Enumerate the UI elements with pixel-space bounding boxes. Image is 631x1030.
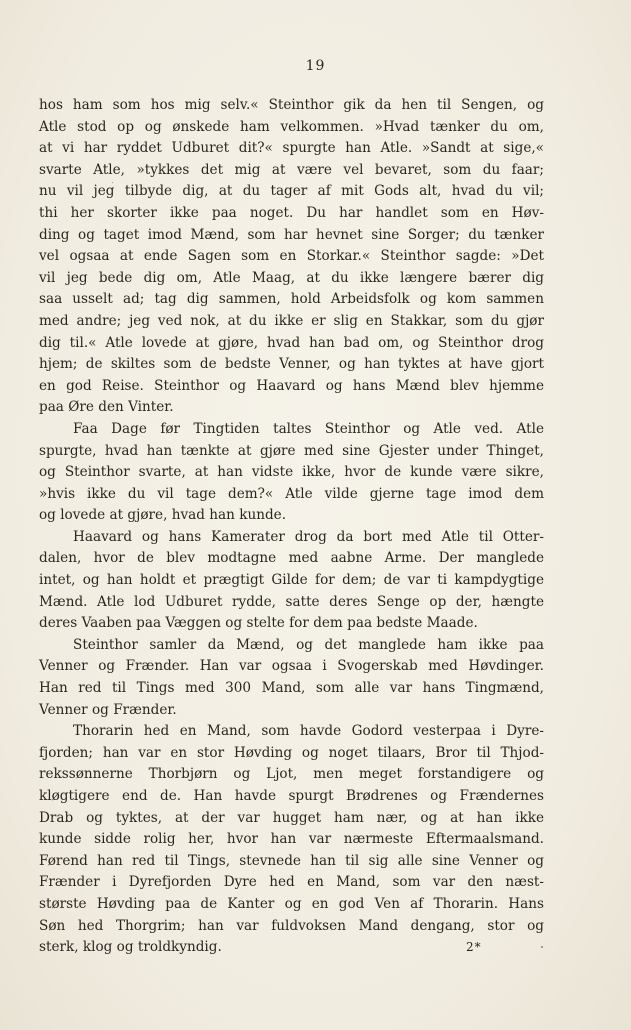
text-line: Han red til Tings med 300 Mand, som alle var hans Tingmænd, — [39, 680, 544, 697]
text-line: hos ham som hos mig selv.« Steinthor gik da hen til Sengen, og — [39, 97, 544, 113]
text-line: største Høvding paa de Kanter og en god Ven af Thorarin. Hans — [39, 895, 544, 912]
text-line: vel ogsaa at ende Sagen som en Storkar.« Steinthor sagde: »Det — [39, 248, 544, 265]
text-line: dig til.« Atle lovede at gjøre, hvad han bad om, og Steinthor drog — [39, 334, 544, 351]
text-line: Søn hed Thorgrim; han var fuldvoksen Mand dengang, stor og — [39, 917, 544, 934]
text-line: deres Vaaben paa Væggen og stelte for dem paa bedste Maade. — [39, 615, 478, 632]
paper-speck — [112, 182, 113, 183]
text-line: Venner og Frænder. — [39, 701, 177, 718]
text-line: Haavard og hans Kamerater drog da bort med Atle til Otter- — [73, 528, 544, 545]
text-line: rekssønnerne Thorbjørn og Ljot, men meget forstandigere og — [39, 766, 544, 783]
text-line: Førend han red til Tings, stevnede han til sig alle sine Venner og — [39, 852, 544, 869]
text-line: kløgtigere end de. Han havde spurgt Brødrenes og Frændernes — [39, 788, 544, 804]
text-line: en god Reise. Steinthor og Haavard og hans Mænd blev hjemme — [39, 377, 544, 394]
text-line: kunde sidde rolig her, hvor han var nærmeste Eftermaalsmand. — [39, 831, 544, 848]
text-line: Frænder i Dyrefjorden Dyre hed en Mand, som var den næst- — [39, 874, 544, 891]
text-line: svarte Atle, »tykkes det mig at være vel bevaret, som du faar; — [39, 161, 544, 178]
text-line: Drab og tyktes, at der var hugget ham nær, og at han ikke — [39, 809, 544, 826]
text-line: og lovede at gjøre, hvad han kunde. — [39, 507, 287, 524]
text-line: Thorarin hed en Mand, som havde Godord vesterpaa i Dyre- — [73, 723, 544, 740]
text-line: med andre; jeg ved nok, at du ikke er slig en Stakkar, som du gjør — [39, 312, 544, 329]
text-line: at vi har ryddet Udburet dit?« spurgte han Atle. »Sandt at sige,« — [39, 140, 544, 157]
text-line: spurgte, hvad han tænkte at gjøre med sine Gjester under Thinget, — [39, 442, 544, 459]
text-line: Mænd. Atle lod Udburet rydde, satte deres Senge op der, hængte — [39, 593, 544, 610]
text-line: hjem; de skiltes som de bedste Venner, og han tyktes at have gjort — [39, 356, 544, 373]
text-line: ding og taget imod Mænd, som har hevnet sine Sorger; du tænker — [39, 226, 544, 243]
text-line: nu vil jeg tilbyde dig, at du tager af mit Gods alt, hvad du vil; — [39, 183, 544, 200]
text-line: sterk, klog og troldkyndig. — [39, 939, 222, 956]
text-line: saa usselt ad; tag dig sammen, hold Arbeidsfolk og kom sammen — [39, 291, 544, 308]
text-line: vil jeg bede dig om, Atle Maag, at du ikke længere bærer dig — [39, 269, 544, 286]
body-text — [39, 95, 544, 959]
paper-speck — [541, 946, 543, 948]
text-line: thi her skorter ikke paa noget. Du har handlet som en Høv- — [39, 204, 544, 221]
text-line: Faa Dage før Tingtiden taltes Steinthor og Atle ved. Atle — [73, 420, 544, 437]
printer-signature-mark: 2* — [466, 940, 482, 954]
text-line: intet, og han holdt et prægtigt Gilde for dem; de var ti kampdygtige — [39, 572, 544, 589]
text-line: dalen, hvor de blev modtagne med aabne Arme. Der manglede — [39, 550, 544, 567]
text-line: »hvis ikke du vil tage dem?« Atle vilde gjerne tage imod dem — [39, 485, 544, 502]
text-line: og Steinthor svarte, at han vidste ikke, hvor de kunde være sikre, — [39, 464, 544, 481]
text-line: fjorden; han var en stor Høvding og noget tilaars, Bror til Thjod- — [39, 744, 544, 761]
page-number: 19 — [305, 58, 326, 74]
text-line: Steinthor samler da Mænd, og det manglede ham ikke paa — [73, 636, 544, 653]
text-line: paa Øre den Vinter. — [39, 399, 174, 416]
text-line: Atle stod op og ønskede ham velkommen. »Hvad tænker du om, — [39, 118, 544, 135]
text-line: Venner og Frænder. Han var ogsaa i Svogerskab med Høvdinger. — [39, 658, 544, 675]
